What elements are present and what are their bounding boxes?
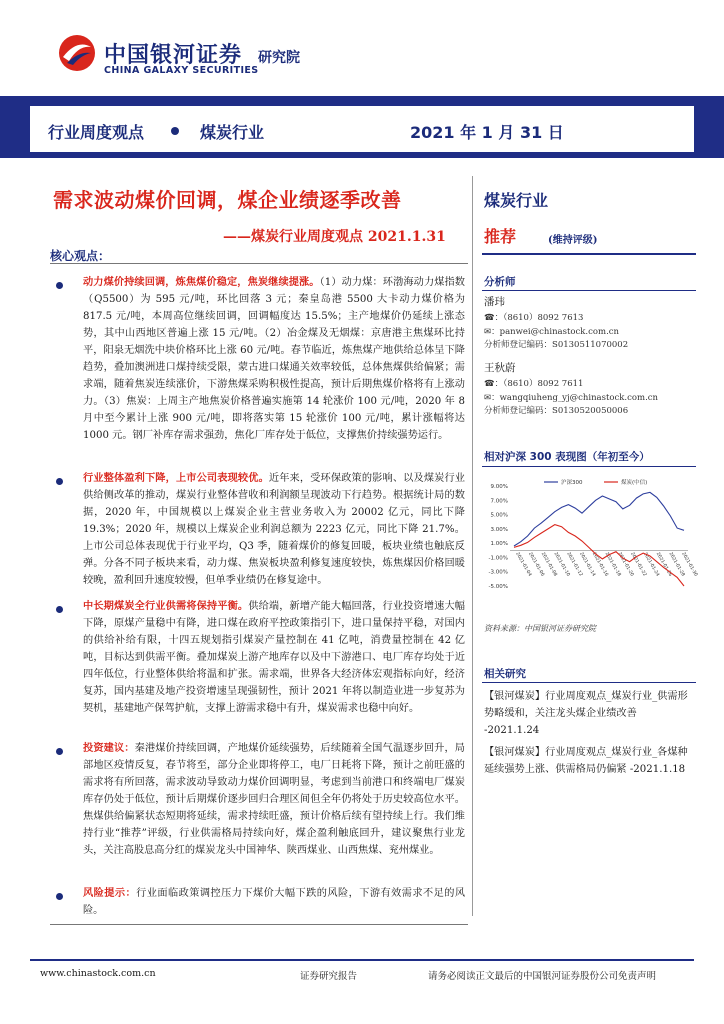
relative-performance-chart: [482, 476, 696, 616]
chart-source: 资料来源：中国银河证券研究院: [484, 624, 596, 633]
paragraph-lead: 投资建议：: [83, 742, 135, 754]
analyst-phone: ☎：（8610）8092 7611: [484, 379, 584, 389]
y-tick-label: 3.00%: [490, 526, 508, 533]
column-divider: [472, 176, 473, 916]
paragraph-text: 供给端，新增产能大幅回落，行业投资增速大幅下降，原煤产量稳中有降，进口煤在政府平控政策指引下，进口量保持平稳，对国内的供给补给有限，十四五规划指引煤炭产量控制在 41 亿吨，消费量控制在 42 亿吨，目标达到供需平衡。叠加煤炭上游产地库存以及中下游港口、电厂库存均处于近四年低位，行业整体供给将温和扩张。需求端，世界各大经济体宏观指标向好，经济复苏，国内基建及地产投资增速呈现强韧性，预计 2021 年将以制造业进一步复苏为契机，基建地产保驾护航，支撑上游需求稳中有升，煤炭需求也稳中向好。: [83, 601, 465, 714]
analyst-email[interactable]: ✉：panwei@chinastock.com.cn: [484, 327, 620, 337]
legend-label: 沪深300: [561, 480, 583, 486]
y-tick-label: -3.00%: [488, 569, 508, 576]
company-name-en: CHINA GALAXY SECURITIES: [104, 65, 259, 76]
sidebar-rule: [482, 253, 696, 255]
galaxy-logo-icon: [57, 33, 97, 73]
y-tick-label: 7.00%: [490, 498, 508, 505]
x-tick-label: 2021-01-06: [527, 551, 545, 578]
paragraph-lead: 风险提示：: [83, 887, 137, 899]
x-tick-label: 2021-01-14: [578, 551, 596, 578]
chart-heading: 相对沪深 300 表现图（年初至今）: [484, 451, 650, 463]
bullet-icon: [56, 478, 63, 485]
footer-website[interactable]: www.chinastock.com.cn: [40, 968, 156, 979]
report-title: 需求波动煤价回调，煤企业绩逐季改善: [53, 188, 402, 212]
y-tick-label: 5.00%: [490, 512, 508, 519]
x-tick-label: 2021-01-12: [565, 551, 584, 578]
header-sector: 煤炭行业: [200, 123, 265, 142]
related-heading: 相关研究: [484, 668, 526, 680]
bullet-icon: [56, 748, 63, 755]
paragraph-text: 近年来，受环保政策的影响、以及煤炭行业供给侧改革的推动，煤炭行业整体营收和利润额呈现波动下行趋势。根据统计局的数据，2020 年，中国规模以上煤炭企业主营业务收入为 20002 亿元，同比下降 19.3%；2020 年，规模以上煤炭企业利润总额为 2223 亿元，同比下降 21.7%。上市公司总体表现优于行业平均，Q3 季，随着煤价的修复回暖，板块业绩也触底反弹。分各不同子板块来看，动力煤、焦炭板块盈利修复速度较快，炼焦煤因价格回暖较晚，盈利回升速度较慢，但单季业绩仍在修复途中。: [83, 473, 465, 586]
footer-rule: [30, 959, 694, 961]
main-bottom-rule: [50, 924, 468, 925]
paragraph-text: 秦港煤价持续回调，产地煤价延续强势，后续随着全国气温逐步回升，局部地区疫情反复，春节将至，部分企业即将停工，电厂日耗将下降，预计之前旺盛的需求将有所回落，需求波动导致动力煤价回调明显，考虑到当前港口和终端电厂煤炭库存仍处于低位，预计后期煤价逐步回归合理区间但全年仍将处于历史较高位水平。焦煤供给偏紧状态短期将延续，需求持续旺盛，预计价格后续有望持续上行。我们维持行业“推荐”评级，行业供需格局持续向好，煤企盈利触底回升，建议聚焦行业龙头，关注高股息高分红的煤炭龙头中国神华、陕西煤业、山西焦煤、兖州煤业。: [83, 743, 465, 856]
x-tick-label: 2021-01-04: [514, 551, 532, 578]
analyst-reg: 分析师登记编码：S0130511070002: [484, 340, 629, 350]
y-tick-label: 1.00%: [490, 541, 508, 548]
y-tick-label: 9.00%: [490, 484, 508, 490]
x-tick-label: 2021-01-24: [641, 551, 660, 578]
bullet-icon: [56, 606, 63, 613]
rating-recommend: 推荐: [484, 227, 517, 246]
paragraph-prices: [83, 274, 465, 444]
paragraph-balance: [83, 598, 465, 717]
bullet-icon: [56, 893, 63, 900]
series-line-0: [514, 492, 684, 546]
paragraph-text: （1）动力煤：环渤海动力煤指数（Q5500）为 595 元/吨，环比回落 3 元；秦皇岛港 5500 大卡动力煤价格为 817.5 元/吨，本周高位继续回调，回调幅度达 15.5%；主产地煤价仍延续上涨态势，其中山西地区普遍上涨 15 元/吨。（2）冶金煤及无烟煤：京唐港主焦煤环比持平，阳泉无烟洗中块价格环比上涨 60 元/吨。春节临近，炼焦煤产地供给总体呈下降趋势，叠加澳洲进口煤持续受限，蒙古进口煤通关效率较低，总体焦煤供给偏紧；需求端，随着焦炭连续涨价，下游焦煤采购积极性提高，预计后期焦煤价格将有上涨动力。（3）焦炭：上周主产地焦炭价格普遍实施第 14 轮涨价 100 元/吨，2020 年 8 月中至今累计上涨 900 元/吨，即将落实第 15 轮涨价 100 元/吨，累计涨幅将达 1000 元。钢厂补库存需求强劲，焦化厂库存处于低位，支撑焦价持续强势运行。: [83, 277, 465, 441]
x-tick-label: 2021-01-16: [590, 551, 609, 578]
company-name: 中国银河证券: [104, 43, 243, 68]
bullet-icon: [56, 282, 63, 289]
institute-label: 研究院: [258, 50, 300, 66]
rating-note: (维持评级): [548, 235, 598, 246]
x-tick-label: 2021-01-20: [616, 551, 635, 578]
chart-rule: [482, 466, 696, 467]
analyst-email[interactable]: ✉：wangqiuheng_yj@chinastock.com.cn: [484, 393, 659, 403]
analyst-name: 潘玮: [484, 296, 505, 308]
related-link[interactable]: 【银河煤炭】行业周度观点_煤炭行业_供需形势略缓和，关注龙头煤企业绩改善 -2021.1.24: [484, 691, 688, 736]
paragraph-lead: 动力煤价持续回调，炼焦煤价稳定，焦炭继续提涨。: [83, 276, 320, 288]
x-tick-label: 2021-01-22: [629, 551, 647, 578]
related-rule: [482, 682, 696, 683]
paragraph-profit: [83, 470, 465, 589]
analyst-reg: 分析师登记编码：S0130520050006: [484, 406, 629, 416]
separator-dot: [171, 127, 179, 135]
paragraph-text: 行业面临政策调控压力下煤价大幅下跌的风险，下游有效需求不足的风险。: [83, 888, 466, 916]
x-tick-label: 2021-01-26: [654, 551, 673, 578]
analyst-heading: 分析师: [484, 276, 516, 288]
report-type: 行业周度观点: [48, 123, 145, 142]
legend-label: 煤炭(中信): [621, 480, 648, 486]
x-tick-label: 2021-01-30: [680, 551, 698, 578]
y-tick-label: -1.00%: [488, 555, 508, 562]
footer-disclaimer: 请务必阅读正文最后的中国银河证券股份公司免责声明: [428, 971, 657, 982]
core-rule: [50, 263, 468, 264]
sidebar-sector: 煤炭行业: [484, 191, 549, 210]
report-date: 2021 年 1 月 31 日: [410, 123, 564, 142]
paragraph-lead: 行业整体盈利下降，上市公司表现较优。: [83, 472, 269, 484]
footer-center: 证券研究报告: [300, 971, 358, 982]
related-link[interactable]: 【银河煤炭】行业周度观点_煤炭行业_各煤种延续强势上涨、供需格局仍偏紧 -2021.1.18: [484, 747, 688, 775]
y-tick-label: -5.00%: [488, 584, 508, 590]
x-tick-label: 2021-01-18: [603, 551, 622, 578]
analyst-phone: ☎：（8610）8092 7613: [484, 313, 584, 323]
report-subtitle: ——煤炭行业周度观点 2021.1.31: [223, 229, 446, 245]
paragraph-lead: 中长期煤炭全行业供需将保持平衡。: [83, 600, 249, 612]
paragraph-risk: [83, 885, 465, 919]
analyst-name: 王秋蔚: [484, 362, 516, 374]
x-tick-label: 2021-01-08: [539, 551, 558, 578]
x-tick-label: 2021-01-10: [552, 551, 571, 578]
paragraph-advice: [83, 740, 465, 859]
analyst-rule: [482, 290, 696, 291]
x-tick-label: 2021-01-28: [667, 551, 686, 578]
core-heading: 核心观点：: [50, 249, 111, 263]
